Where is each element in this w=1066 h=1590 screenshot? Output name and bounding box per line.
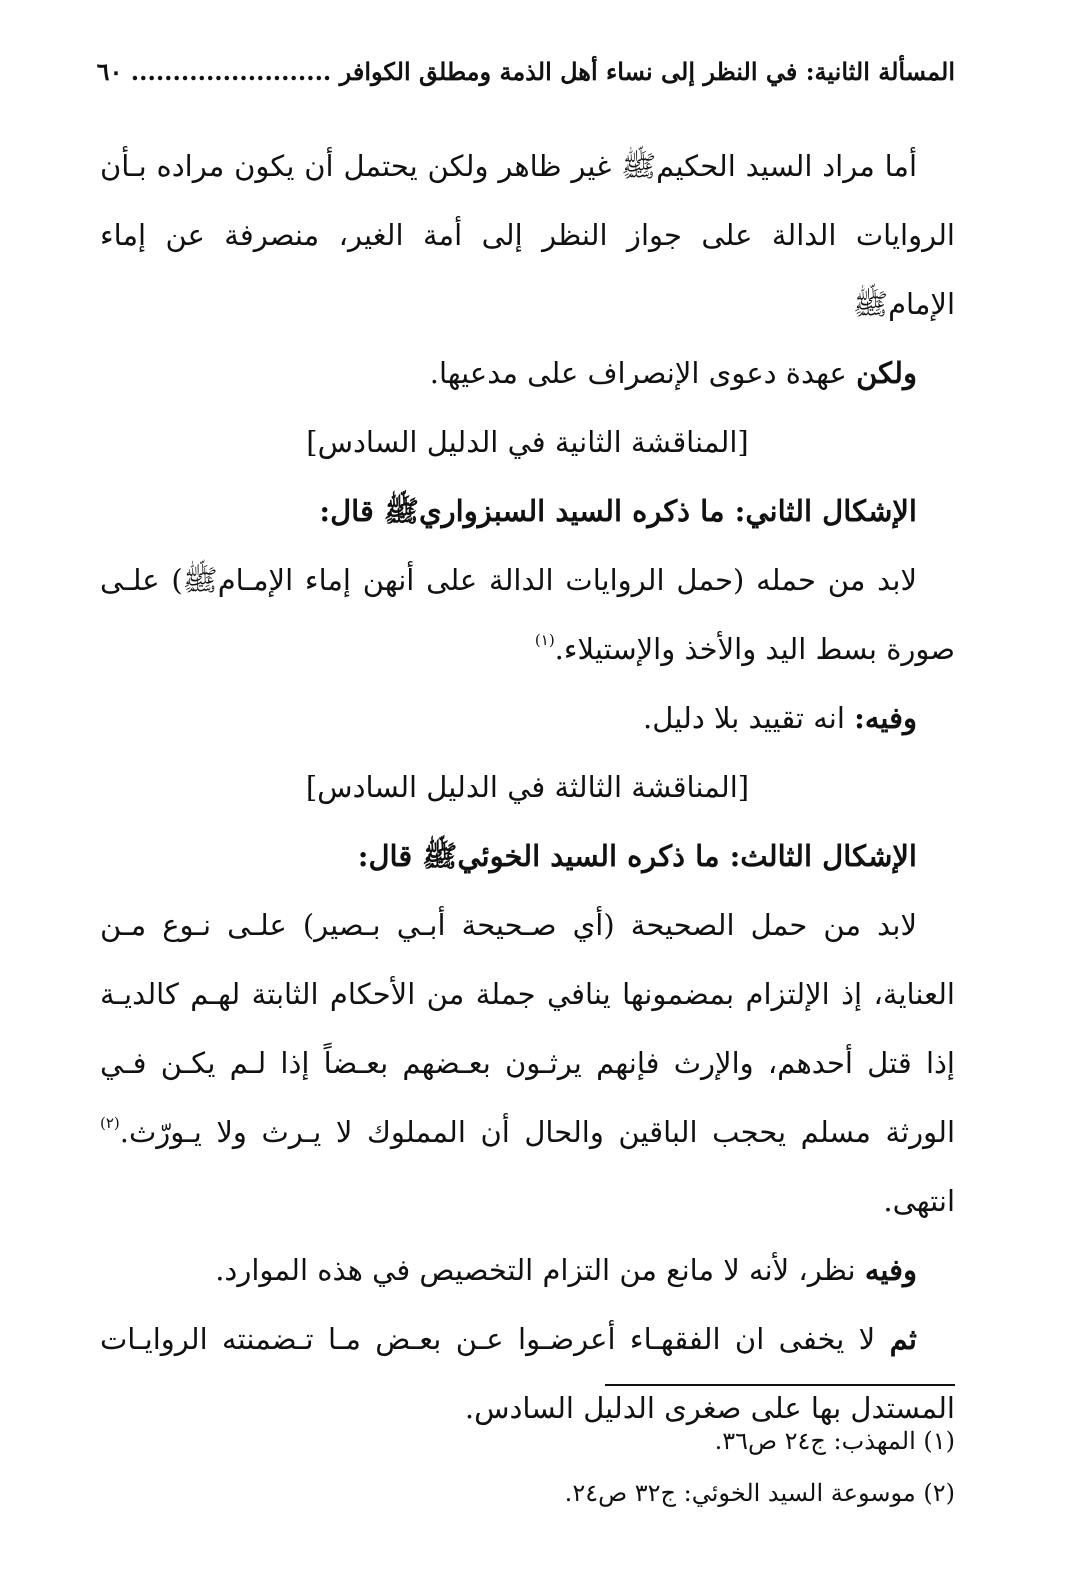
running-header bbox=[96, 52, 955, 92]
header-leader-dots: ........................ bbox=[130, 57, 332, 86]
section-title-2: [المناقشة الثالثة في الدليل السادس] bbox=[305, 770, 750, 804]
paragraph-6-lead: وفيه bbox=[864, 1253, 917, 1287]
footnote-2: (٢) موسوعة السيد الخوئي: ج٣٢ ص٢٤. bbox=[564, 1479, 955, 1507]
paragraph-1 bbox=[100, 132, 955, 339]
paragraph-2-text: عهدة دعوى الإنصراف على مدعيها. bbox=[429, 356, 857, 390]
paragraph-4-lead: وفيه: bbox=[854, 701, 917, 735]
header-title: المسألة الثانية: في النظر إلى نساء أهل الذمة ومطلق الكوافر bbox=[339, 57, 955, 86]
paragraph-6-text: نظر، لأنه لا مانع من التزام التخصيص في هذه الموارد. bbox=[215, 1253, 865, 1287]
page-number: ٦٠ bbox=[96, 57, 123, 86]
paragraph-5-text: لابد من حمل الصحيحة (أي صـحيحة أبـي بـصير) علـى نـوع مـن العناية، إذ الإلتزام بمضمونها ينافي جملة من الأحكام الثابتة لهـم كالديـة إذا قتل أحدهم، والإرث فإنهم يرثـون بعـضهم بعـضاً إذا لـم يكـن فـي الورثة مسلم يحجب الباقين والحال أن المملوك لا يـرث ولا يـورّث. bbox=[100, 908, 955, 1149]
heading-second-objection: الإشكال الثاني: ما ذكره السيد السبزواريﷺ قال: bbox=[319, 494, 917, 528]
section-title-1: [المناقشة الثانية في الدليل السادس] bbox=[306, 425, 749, 459]
paragraph-2 bbox=[100, 339, 955, 408]
book-page bbox=[96, 40, 955, 1560]
footnote-ref-2: (٢) bbox=[100, 1114, 120, 1132]
paragraph-6 bbox=[100, 1236, 955, 1305]
footnote-1: (١) المهذب: ج٢٤ ص٣٦. bbox=[714, 1427, 955, 1455]
footnotes bbox=[100, 1415, 955, 1519]
footnote-ref-1: (١) bbox=[534, 631, 555, 649]
paragraph-1-text: أما مراد السيد الحكيمﷺ غير ظاهر ولكن يحتمل أن يكون مراده بـأن الروايات الدالة على جواز النظر إلى أمة الغير، منصرفة عن إماء الإمامﷺ bbox=[100, 149, 955, 321]
paragraph-2-lead: ولكن bbox=[856, 356, 917, 390]
paragraph-5-end: انتهى. bbox=[883, 1184, 955, 1218]
main-text bbox=[100, 132, 955, 1443]
paragraph-7-text: لا يخفى ان الفقهـاء أعرضـوا عـن بعـض مـا تـضمنته الروايـات المستدل بها على صغرى الدليل السادس. bbox=[100, 1322, 955, 1425]
paragraph-7-lead: ثم bbox=[889, 1322, 917, 1356]
paragraph-3 bbox=[100, 546, 955, 684]
paragraph-3-text: لابد من حمله (حمل الروايات الدالة على أنهن إماء الإمـامﷺ) علـى صورة بسط اليد والأخذ والإستيلاء. bbox=[100, 563, 955, 666]
footnote-separator bbox=[605, 1384, 955, 1386]
paragraph-4-text: انه تقييد بلا دليل. bbox=[643, 701, 855, 735]
heading-third-objection: الإشكال الثالث: ما ذكره السيد الخوئيﷺ قال: bbox=[357, 839, 917, 873]
paragraph-4 bbox=[100, 684, 955, 753]
paragraph-5 bbox=[100, 891, 955, 1236]
